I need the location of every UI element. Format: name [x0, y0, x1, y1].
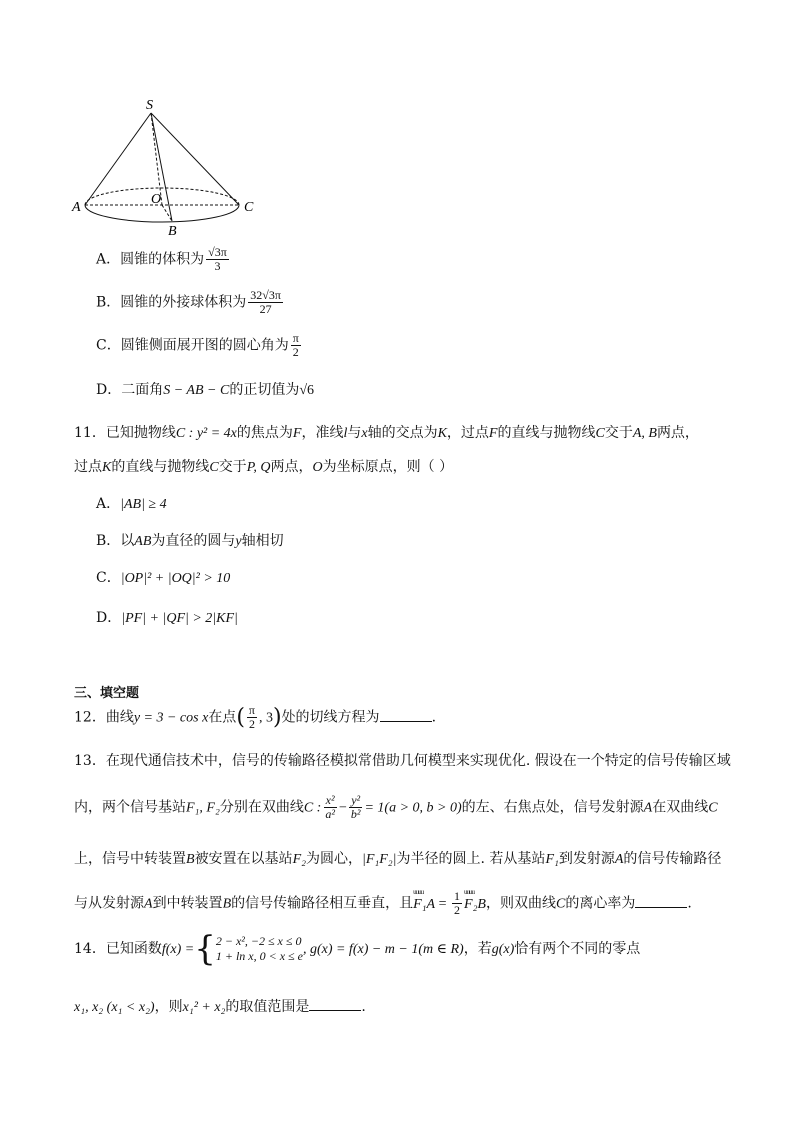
- label-A: A: [72, 200, 81, 215]
- q11-stem-line2: 过点K的直线与抛物线C交于P, Q两点，O为坐标原点，则（ ）: [74, 459, 454, 475]
- q10-option-d: D．二面角S − AB − C的正切值为√6: [96, 382, 315, 398]
- q13-line3: 上，信号中转装置B被安置在以基站F₂为圆心，|F₁F₂|为半径的圆上. 若从基站F₁到发射源A的信号传输路径: [74, 851, 722, 867]
- q13-line1: 13．在现代通信技术中，信号的传输路径模拟常借助几何模型来实现优化. 假设在一个特定的信号传输区域: [74, 753, 731, 769]
- answer-blank: [635, 895, 687, 908]
- q11-stem-line1: 11．已知抛物线C : y² = 4x的焦点为F，准线l与x轴的交点为K，过点F的直线与抛物线C交于A, B两点，: [74, 425, 699, 441]
- q10-option-a: A．圆锥的体积为 $\frac{√3\pi}{3}$: [96, 245, 227, 274]
- answer-blank: [380, 709, 432, 722]
- label-B: B: [168, 224, 177, 239]
- q11-option-d: D．|PF| + |QF| > 2|KF|: [96, 610, 238, 626]
- q10-option-c: C．圆锥侧面展开图的圆心角为 $\frac{\pi}{2}$: [96, 331, 299, 360]
- cone-figure: [60, 95, 320, 245]
- q14-line1: 14．已知函数f(x) ={ 2 − x², −2 ≤ x ≤ 0 1 + ln x, 0 < x ≤ e , g(x) = f(x) − m − 1(m ∈ R)，若g(x)恰有两个不同的零点: [74, 929, 641, 969]
- label-S: S: [146, 98, 153, 113]
- section-title: 三、填空题: [74, 686, 140, 701]
- q12: 12．曲线y = 3 − cos x在点( $\frac{\pi}{2}$ , 3)处的切线方程为 .: [74, 703, 437, 732]
- q13-line2: 内，两个信号基站F₁, F₂分别在双曲线C : $\frac{\text{x²}}{\text{a²}}$ − $\frac{\text{y²}}{\text{b²}}$ = 1(a > 0, b > 0)的左、右焦点处，信号发射源A在双曲线C: [74, 793, 718, 822]
- label-C: C: [244, 200, 254, 215]
- q10-option-b: B．圆锥的外接球体积为 $\frac{32√3\pi}{27}$: [96, 288, 281, 317]
- q11-option-a: A．|AB| ≥ 4: [96, 496, 167, 512]
- label-O: O: [151, 192, 162, 207]
- q13-line4: 与从发射源A到中转装置B的信号传输路径相互垂直，且uuuu F₁A = $\frac{1}{2}$ uuuu F₂B，则双曲线C的离心率为 .: [74, 890, 692, 917]
- q11-option-c: C．|OP|² + |OQ|² > 10: [96, 570, 231, 586]
- q11-option-b: B．以AB为直径的圆与y轴相切: [96, 533, 284, 549]
- q14-line2: x₁, x₂ (x₁ < x₂)，则x₁² + x₂的取值范围是 .: [74, 999, 366, 1015]
- answer-blank: [309, 998, 361, 1011]
